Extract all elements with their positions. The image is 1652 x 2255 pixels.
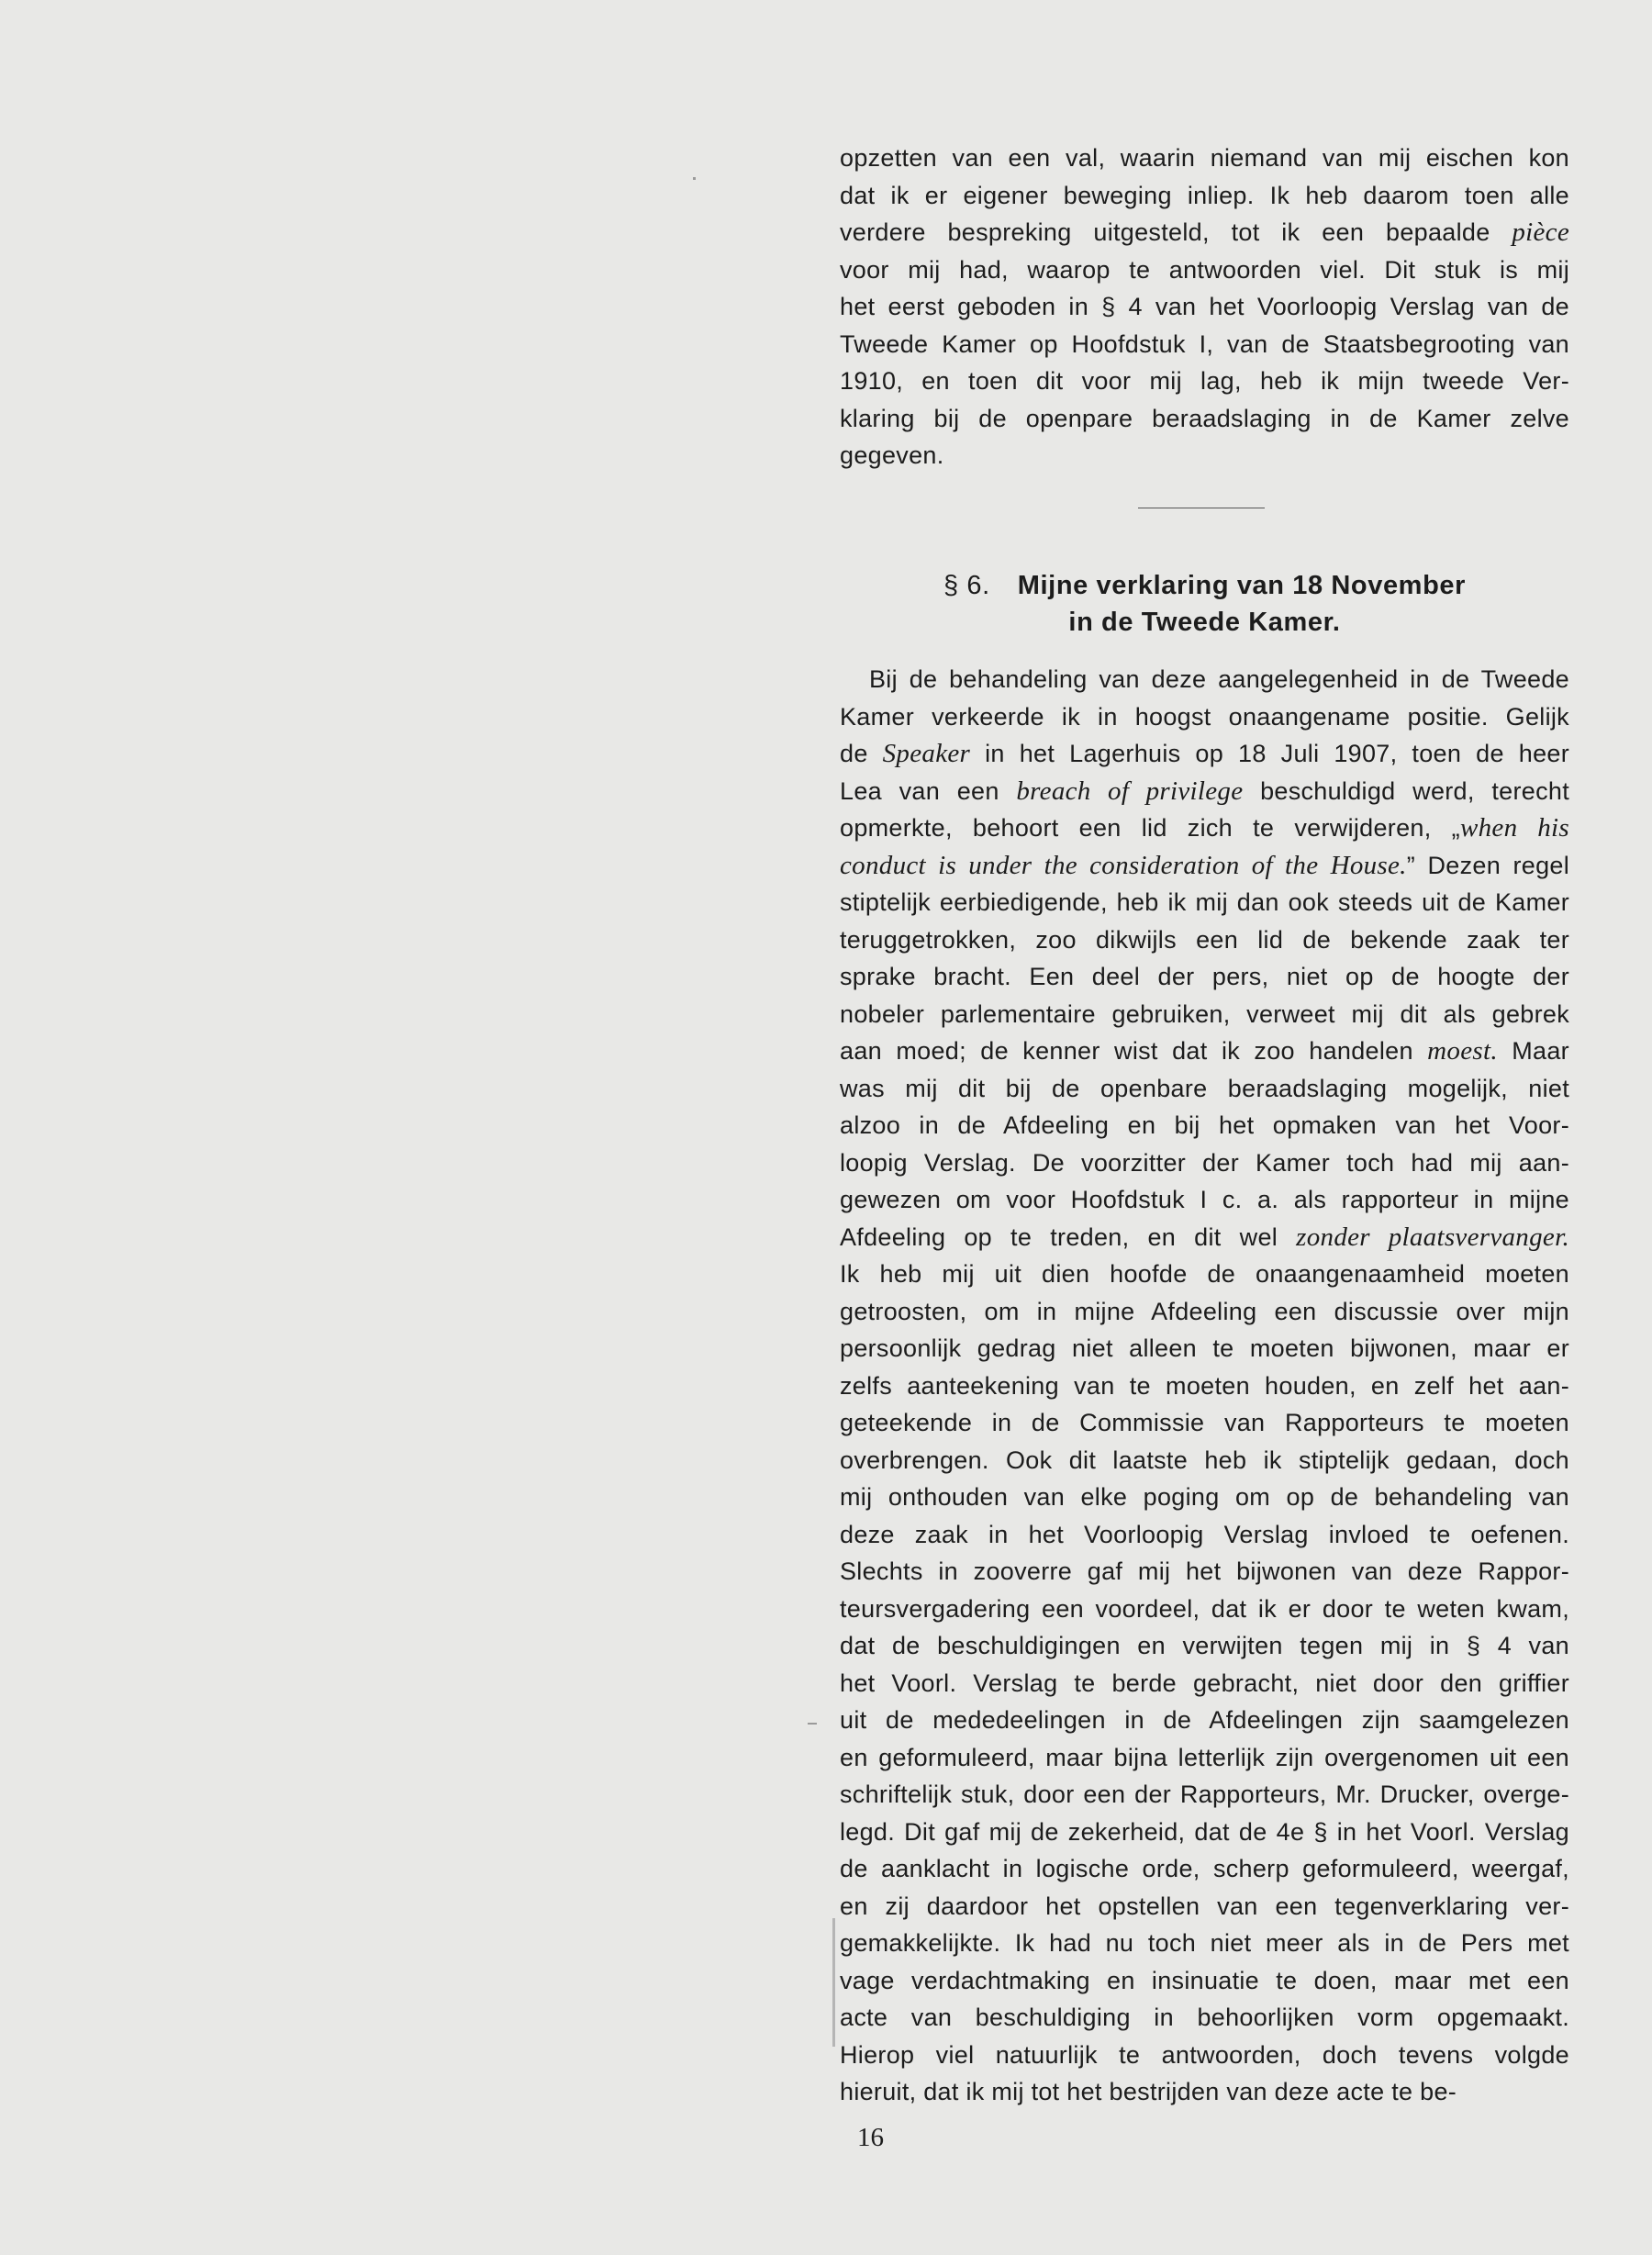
text-line: was mij dit bij de openbare beraadslaging mogelijk, niet [840,1074,1569,1102]
paragraph-main [840,661,1569,2111]
text-line: sprake bracht. Een deel der pers, niet op de hoogte der [840,963,1569,990]
section-heading [840,567,1569,641]
text-line: dat ik er eigener beweging inliep. Ik heb daarom toen alle [840,181,1569,209]
text-line: persoonlijk gedrag niet alleen te moeten bijwonen, maar er [840,1334,1569,1362]
text-line: Lea van een breach of privilege beschuldigd werd, terecht [840,776,1569,806]
text-line: het eerst geboden in § 4 van het Voorloopig Verslag van de [840,293,1569,320]
text-line: aan moed; de kenner wist dat ik zoo handelen moest. Maar [840,1036,1569,1066]
text-line: en geformuleerd, maar bijna letterlijk zijn overgenomen uit een [840,1743,1569,1771]
text-line: conduct is under the consideration of the House.” Dezen regel [840,850,1570,880]
text-line: nobeler parlementaire gebruiken, verweet mij dit als gebrek [840,999,1569,1028]
paragraph-2 [840,661,1569,2111]
text-line: teursvergadering een voordeel, dat ik er door te weten kwam, [840,1594,1569,1623]
text-line: zelfs aanteekening van te moeten houden, en zelf het aan- [840,1371,1569,1400]
text-line: de aanklacht in logische orde, scherp geformuleerd, weergaf, [840,1855,1569,1882]
text-line: opmerkte, behoort een lid zich te verwijderen, „when his [840,813,1569,843]
text-line: mij onthouden van elke poging om op de behandeling van [840,1483,1569,1511]
section-number: § 6. [943,571,990,600]
scan-speck [808,1723,817,1725]
text-line: overbrengen. Ook dit laatste heb ik stiptelijk gedaan, doch [840,1446,1569,1474]
section-title-line-1: Mijne verklaring van 18 November [1017,571,1466,600]
page-number: 16 [857,2123,884,2152]
text-line: teruggetrokken, zoo dikwijls een lid de bekende zaak ter [840,925,1569,954]
scan-speck [693,177,696,180]
text-line: de Speaker in het Lagerhuis op 18 Juli 1907, toen de heer [840,739,1570,768]
text-line: klaring bij de openpare beraadslaging in de Kamer zelve [840,404,1569,432]
text-line: vage verdachtmaking en insinuatie te doen, maar met een [840,1966,1569,1994]
text-line: gegeven. [840,441,944,469]
text-line: Afdeeling op te treden, en dit wel zonder plaatsvervanger. [840,1222,1569,1252]
text-line: Hierop viel natuurlijk te antwoorden, doch tevens volgde [840,2040,1569,2069]
text-line: Tweede Kamer op Hoofdstuk I, van de Staatsbegrooting van [840,329,1569,358]
text-line: uit de mededeelingen in de Afdeelingen zijn saamgelezen [840,1706,1569,1734]
text-line: legd. Dit gaf mij de zekerheid, dat de 4e § in het Voorl. Verslag [840,1817,1569,1846]
paragraph-1 [840,140,1569,474]
text-line: Kamer verkeerde ik in hoogst onaangename positie. Gelijk [840,702,1569,731]
text-line: Bij de behandeling van deze aangelegenheid in de Tweede [869,665,1569,693]
text-line: en zij daardoor het opstellen van een tegenverklaring ver- [840,1892,1569,1920]
text-line: Slechts in zooverre gaf mij het bijwonen van deze Rappor- [840,1557,1569,1585]
text-line: verdere bespreking uitgesteld, tot ik een bepaalde pièce [840,218,1569,247]
paragraph-continuation [840,140,1569,474]
text-line: voor mij had, waarop te antwoorden viel. Dit stuk is mij [840,255,1569,284]
text-line: schriftelijk stuk, door een der Rapporteurs, Mr. Drucker, overge- [840,1781,1569,1808]
text-line: geteekende in de Commissie van Rapporteurs te moeten [840,1409,1569,1436]
text-line: gewezen om voor Hoofdstuk I c. a. als rapporteur in mijne [840,1186,1569,1213]
text-line: opzetten van een val, waarin niemand van mij eischen kon [840,144,1569,172]
text-line: het Voorl. Verslag te berde gebracht, niet door den griffier [840,1669,1569,1697]
text-line: 1910, en toen dit voor mij lag, heb ik mijn tweede Ver- [840,367,1569,395]
text-line: deze zaak in het Voorloopig Verslag invloed te oefenen. [840,1520,1569,1548]
text-line: gemakkelijkte. Ik had nu toch niet meer als in de Pers met [840,1929,1569,1957]
section-title-line-2: in de Tweede Kamer. [1068,608,1341,637]
text-line: loopig Verslag. De voorzitter der Kamer toch had mij aan- [840,1148,1569,1177]
text-line: alzoo in de Afdeeling en bij het opmaken van het Voor- [840,1111,1569,1139]
text-line: stiptelijk eerbiedigende, heb ik mij dan ook steeds uit de Kamer [840,888,1569,916]
text-line: hieruit, dat ik mij tot het bestrijden van deze acte te be- [840,2078,1457,2105]
text-line: acte van beschuldiging in behoorlijken vorm opgemaakt. [840,2004,1569,2031]
text-line: dat de beschuldigingen en verwijten tegen mij in § 4 van [840,1632,1569,1659]
scan-mark [832,1918,835,2047]
text-line: Ik heb mij uit dien hoofde de onaangenaamheid moeten [840,1260,1569,1288]
text-line: getroosten, om in mijne Afdeeling een discussie over mijn [840,1297,1569,1325]
